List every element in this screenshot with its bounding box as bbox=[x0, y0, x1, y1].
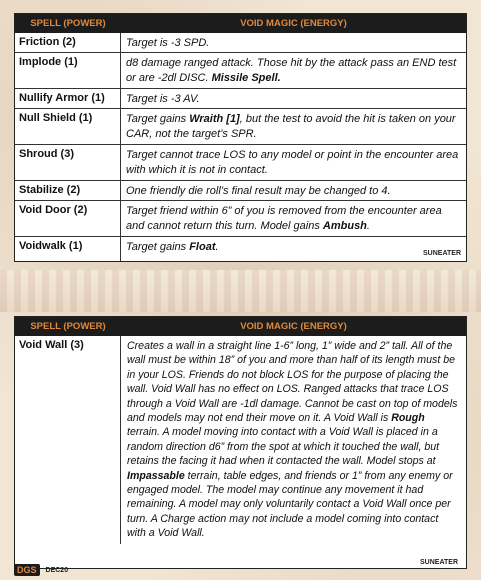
table-row bbox=[15, 237, 466, 261]
table-row bbox=[15, 53, 466, 89]
spell-name: Voidwalk (1) bbox=[15, 237, 121, 261]
effect-text: Target is -3 AV. bbox=[126, 93, 200, 105]
spell-name: Null Shield (1) bbox=[15, 109, 121, 144]
spell-effect bbox=[121, 145, 466, 180]
publisher-watermark: SUNEATER bbox=[423, 250, 461, 257]
spell-effect bbox=[121, 237, 466, 261]
header-spell: SPELL (POWER) bbox=[30, 321, 106, 332]
effect-text: Target is -3 SPD. bbox=[126, 37, 210, 49]
header-void-magic: VOID MAGIC (ENERGY) bbox=[240, 321, 347, 332]
effect-text: Target friend within 6” of you is removed from the encounter area and cannot return this turn. Model gains bbox=[126, 205, 442, 232]
keyword-text: Rough bbox=[391, 412, 425, 425]
spell-effect bbox=[121, 33, 466, 52]
table-row bbox=[15, 336, 466, 544]
spell-name: Void Wall (3) bbox=[15, 336, 121, 544]
spell-name: Nullify Armor (1) bbox=[15, 89, 121, 108]
effect-text: One friendly die roll’s final result may be changed to 4. bbox=[126, 185, 391, 197]
dgs-logo: DGS bbox=[14, 564, 40, 576]
page-footer bbox=[14, 564, 68, 576]
table-row bbox=[15, 33, 466, 53]
spell-name: Void Door (2) bbox=[15, 201, 121, 236]
publisher-watermark: SUNEATER bbox=[420, 559, 458, 566]
keyword-text: Impassable bbox=[127, 469, 185, 482]
spell-table-1 bbox=[14, 13, 467, 262]
keyword-text: Wraith [1] bbox=[189, 113, 240, 125]
effect-text: terrain. A model moving into contact with a Void Wall is placed in a random direction d6” from the spot at which it touched the wall, but retains the facing it had when it contacted the wall. Model stops at bbox=[127, 426, 440, 468]
effect-text: Target cannot trace LOS to any model or point in the encounter area with which it is not in contact. bbox=[126, 149, 459, 176]
spell-effect bbox=[121, 53, 466, 88]
spell-effect bbox=[121, 336, 466, 544]
spell-name: Friction (2) bbox=[15, 33, 121, 52]
header-void-magic: VOID MAGIC (ENERGY) bbox=[240, 18, 347, 29]
date-code: DEC20 bbox=[45, 566, 69, 574]
spell-name: Implode (1) bbox=[15, 53, 121, 88]
spell-name: Shroud (3) bbox=[15, 145, 121, 180]
spell-effect bbox=[121, 201, 466, 236]
spell-effect bbox=[121, 109, 466, 144]
effect-text: d8 damage ranged attack. Those hit by the attack pass an END test or are -2dl DISC. bbox=[126, 57, 457, 84]
table-row bbox=[15, 109, 466, 145]
effect-text: . bbox=[366, 219, 370, 232]
spell-effect bbox=[121, 181, 466, 200]
effect-text: Target gains bbox=[126, 113, 190, 125]
spell-table-2 bbox=[14, 316, 467, 569]
keyword-text: Float bbox=[189, 241, 216, 253]
page-divider bbox=[0, 270, 481, 312]
spell-name: Stabilize (2) bbox=[15, 181, 121, 200]
header-spell: SPELL (POWER) bbox=[30, 18, 106, 29]
effect-text: . bbox=[215, 241, 219, 253]
table-header bbox=[15, 317, 466, 336]
effect-text: , but the test to avoid the hit is taken on your CAR, not the target’s SPR. bbox=[126, 113, 456, 140]
effect-text: terrain, table edges, and friends or 1” from any enemy or engaged model. The model may continue any movement it had remaining. A model may only voluntarily contact a Void Wall once per turn. A Charge action may not include a model coming into contact with a Void Wall. bbox=[127, 469, 453, 540]
keyword-text: Missile Spell. bbox=[211, 71, 281, 84]
table-row bbox=[15, 145, 466, 181]
keyword-text: Ambush bbox=[322, 219, 367, 232]
table-header bbox=[15, 14, 466, 33]
table-row bbox=[15, 89, 466, 109]
spell-effect bbox=[121, 89, 466, 108]
effect-text: Creates a wall in a straight line 1-6” long, 1” wide and 2” tall. All of the wall must be within 18” of you and more than half of its length must be in your LOS. Friends do not block LOS for the purpose of placing the wall. Void Wall has no effect on LOS. Ranged attacks that trace LOS through a Void Wall are -1dl damage. Cannot be cast on top of models and models may not end their move on it. A Void Wall is bbox=[127, 340, 458, 425]
table-row bbox=[15, 201, 466, 237]
table-row bbox=[15, 181, 466, 201]
effect-text: Target gains bbox=[126, 241, 190, 253]
